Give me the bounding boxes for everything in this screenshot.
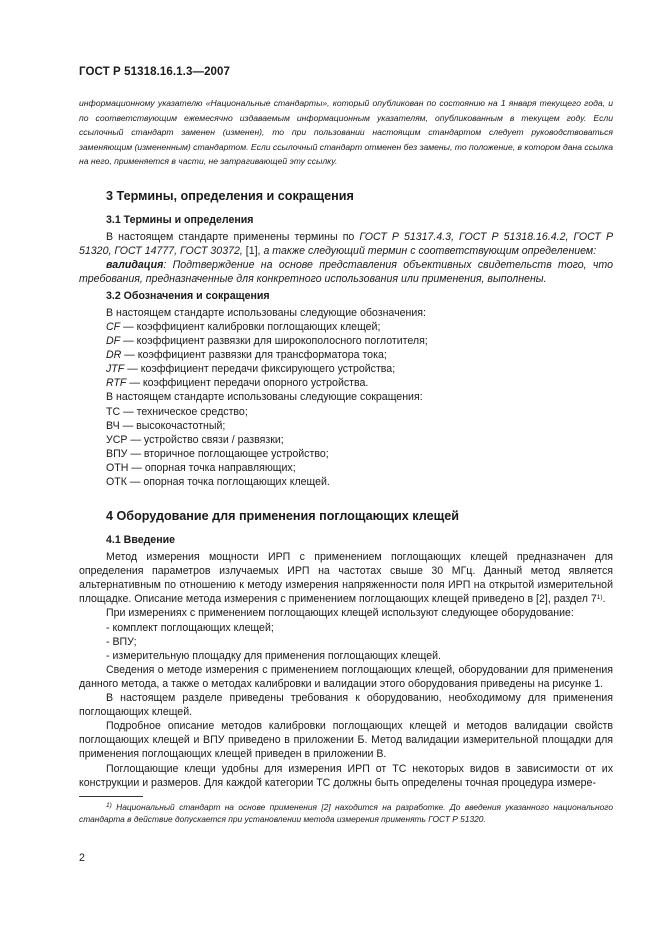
symbol-desc: — коэффициент развязки для широкополосного поглотителя; (120, 335, 428, 348)
section-4-title: 4 Оборудование для применения поглощающих клещей (106, 509, 459, 524)
symbols-intro: В настоящем стандарте использованы следующие обозначения: (106, 306, 426, 319)
symbol-desc: — коэффициент передачи опорного устройства. (126, 377, 369, 390)
footnote (79, 801, 613, 827)
symbol-code: DF (106, 335, 121, 348)
abbreviation-item: ВЧ — высокочастотный; (106, 419, 226, 432)
footnote-ref: 1) (596, 594, 603, 602)
terms-text-d: а также следующий термин с соответствующим определением: (263, 244, 597, 257)
abbreviation-item: ОТК — опорная точка поглощающих клещей. (106, 476, 330, 488)
equipment-item: - ВПУ; (106, 635, 137, 648)
page-content (79, 96, 613, 826)
section-3-2-title: 3.2 Обозначения и сокращения (106, 289, 270, 302)
symbol-code: RTF (106, 377, 127, 390)
symbol-desc: — коэффициент калибровки поглощающих клещей; (120, 320, 381, 333)
section-4-paragraph-6: Поглощающие клещи удобны для измерения ИРП от ТС некоторых видов в зависимости от их конструкции и размеров. Для каждой категории ТС должны быть определены точная процедура измере- (79, 762, 613, 789)
footnote-text: Национальный стандарт на основе применения [2] находится на разработке. До введения указанного национального стандарта в действие допускается при установлении метода измерения применять ГОСТ Р 51320. (79, 801, 613, 825)
symbol-desc: — коэффициент передачи фиксирующего устройства; (124, 363, 396, 376)
section-4-paragraph-5: Подробное описание методов калибровки поглощающих клещей и методов валидации свойств поглощающих клещей и ВПУ приведено в приложении Б. Метод валидации измерительной площадки для применения поглощающих клещей приведен в приложении В. (79, 720, 613, 761)
page-number: 2 (79, 852, 85, 864)
symbol-item (79, 334, 613, 348)
symbol-desc: — коэффициент развязки для трансформатора тока; (121, 349, 387, 362)
terms-text-a: В настоящем стандарте применены термины по (106, 230, 360, 243)
term-definition: : Подтверждение на основе представления объективных свидетельств того, что требования, предназначенные для конкретного использования или применения, выполнены. (79, 258, 613, 285)
section-4-paragraph-3: Сведения о методе измерения с применением поглощающих клещей, оборудовании для применения данного метода, а также о методах калибровки и валидации этого оборудования приведены на рисунке 1. (79, 663, 613, 690)
intro-paragraph: информационному указателю «Национальные стандарты», который опубликован по состоянию на 1 января текущего года, и по соответствующим ежемесячно издаваемым информационным указателям, опубликованным в текущем году. Если ссылочный стандарт заменен (изменен), то при пользовании настоящим стандартом следует руководствоваться заменяющим (измененным) стандартом. Если ссылочный стандарт отменен без замены, то положение, в котором дана ссылка на него, применяется в части, не затрагивающей эту ссылку. (79, 98, 613, 166)
section-4-paragraph-2: При измерениях с применением поглощающих клещей используют следующее оборудование: (106, 607, 574, 620)
terms-paragraph (79, 230, 613, 258)
equipment-item: - измерительную площадку для применения поглощающих клещей. (106, 649, 441, 662)
equipment-item: - комплект поглощающих клещей; (106, 621, 274, 634)
section-4-1-title: 4.1 Введение (106, 534, 176, 547)
symbol-code: DR (106, 349, 122, 362)
footnote-marker: 1) (106, 801, 112, 809)
abbreviation-item: ВПУ — вторичное поглощающее устройство; (106, 447, 329, 460)
abbreviation-item: УСР — устройство связи / развязки; (106, 433, 284, 446)
section-4-paragraph-1 (79, 550, 613, 606)
section-3-title: 3 Термины, определения и сокращения (106, 188, 354, 203)
document-code-header: ГОСТ Р 51318.16.1.3—2007 (79, 66, 231, 78)
abbreviation-item: ОТН — опорная точка направляющих; (106, 461, 296, 474)
symbol-item (79, 348, 613, 362)
terms-text-c: [1], (242, 244, 264, 257)
symbol-item (79, 320, 613, 334)
symbol-code: JTF (106, 363, 125, 376)
p1-text: Метод измерения мощности ИРП с применением поглощающих клещей предназначен для определения параметров излучаемых ИРП на частотах свыше 30 МГц. Данный метод является альтернативным по отношению к методу измерения напряженности поля ИРП на открытой измерительной площадке. Описание метода измерения с применением поглощающих клещей приведено в [2], раздел 7 (79, 551, 613, 606)
symbol-item (79, 362, 613, 376)
definition-paragraph (79, 258, 613, 286)
defined-term: валидация (106, 258, 164, 271)
symbol-code: CF (106, 320, 121, 333)
section-3-1-title: 3.1 Термины и определения (106, 213, 254, 226)
terms-standards-list: ГОСТ Р 51317.4.3, ГОСТ Р 51318.16.4.2, ГОСТ Р 51320, ГОСТ 14777, ГОСТ 30372, (79, 230, 614, 257)
abbreviation-item: ТС — техническое средство; (106, 405, 248, 418)
abbreviations-intro: В настоящем стандарте использованы следующие сокращения: (106, 391, 423, 404)
symbol-item (79, 376, 613, 390)
footnote-divider (79, 796, 143, 797)
section-4-paragraph-4: В настоящем разделе приведены требования к оборудованию, необходимому для применения поглощающих клещей. (79, 692, 613, 719)
p1-end: . (602, 593, 606, 606)
